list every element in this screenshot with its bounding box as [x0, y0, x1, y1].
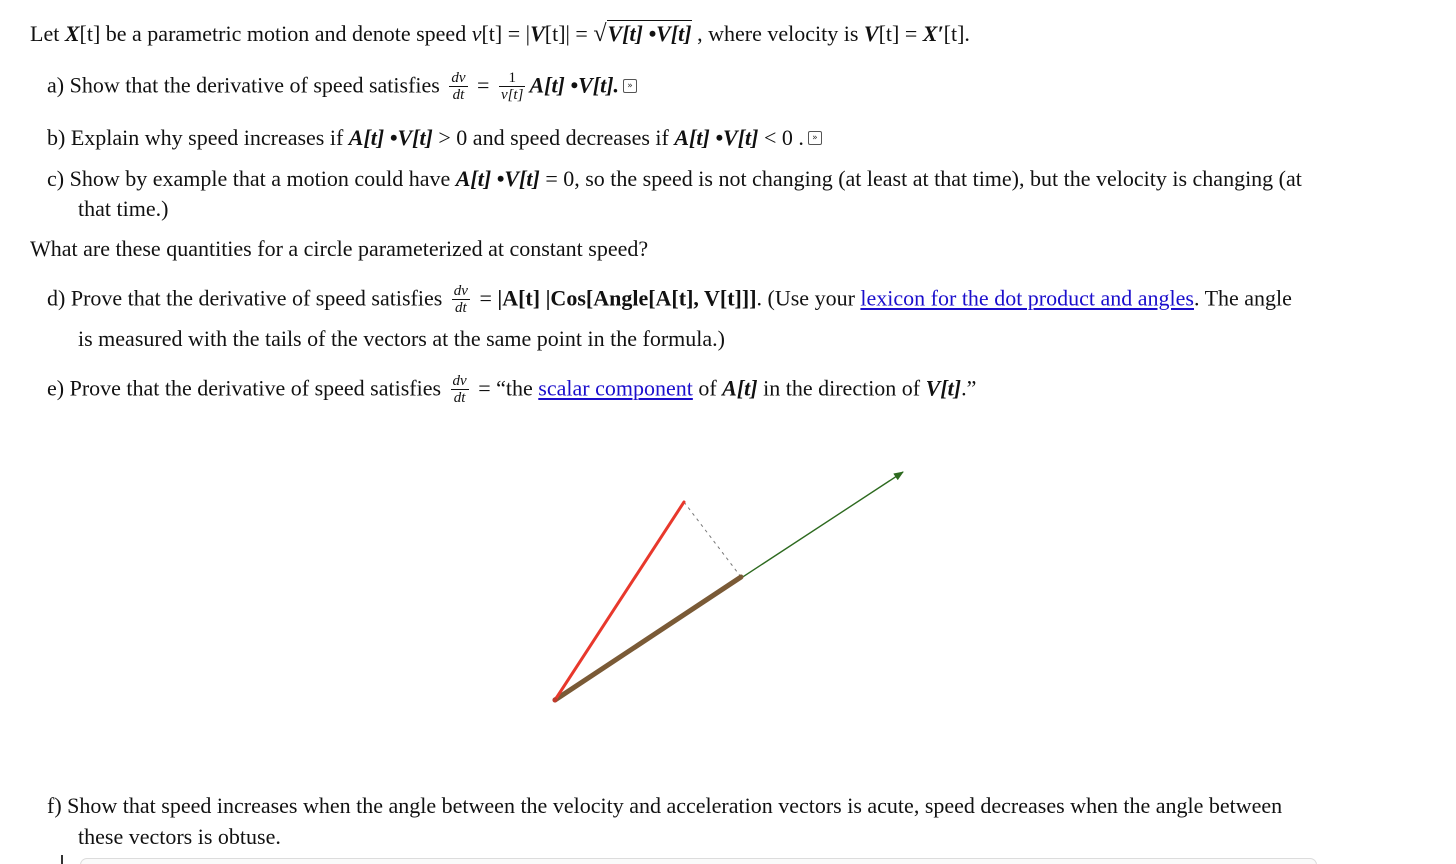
part-f-text-2: these vectors is obtuse.	[78, 824, 281, 849]
acceleration-vector	[555, 502, 684, 700]
position-derivative-arg: [t]	[943, 21, 965, 46]
part-c-text-1: Show by example that a motion could have	[69, 166, 456, 191]
speed-arg: [t]	[481, 21, 503, 46]
speed-symbol: v	[471, 21, 482, 46]
part-b-label: b)	[47, 125, 66, 150]
dv-dt-fraction: $\frac{dv}{dt}$	[452, 373, 467, 406]
one-over-v-fraction: $\frac{1}{v[t]}$	[500, 70, 524, 103]
part-e	[47, 374, 976, 407]
position-derivative-symbol: X′	[922, 21, 944, 46]
velocity-symbol-2: V	[863, 21, 879, 46]
part-c-label: c)	[47, 166, 65, 191]
equals-3: =	[899, 21, 923, 46]
part-d-equals: =	[473, 285, 498, 311]
projection-segment	[555, 577, 741, 700]
part-e-expression-2: V[t]	[925, 375, 962, 401]
part-b	[47, 125, 822, 151]
part-a	[47, 71, 637, 104]
part-e-text-3: of	[692, 375, 723, 401]
sqrt-radicand: V[t] •V[t]	[607, 21, 692, 46]
part-f	[47, 793, 1282, 819]
part-e-label: e)	[47, 375, 65, 401]
part-c-continuation	[78, 196, 168, 222]
velocity-vector	[555, 472, 903, 700]
sqrt-sign: √	[593, 21, 607, 47]
cell-bracket[interactable]	[61, 855, 63, 864]
abs-open: |	[525, 21, 531, 46]
part-f-continuation	[78, 824, 281, 850]
intro-end: .	[964, 21, 970, 46]
part-e-text-4: in the direction of	[757, 375, 926, 401]
scalar-component-link[interactable]: scalar component	[538, 375, 693, 401]
intro-line	[30, 20, 970, 47]
part-d-label: d)	[47, 285, 66, 311]
equals-1: =	[502, 21, 526, 46]
dv-dt-fraction: $\frac{dv}{dt}$	[451, 70, 466, 103]
position-arg: [t]	[79, 21, 101, 46]
part-c-text-3: that time.)	[78, 196, 169, 221]
part-b-text-3: < 0 .	[758, 125, 804, 150]
part-e-expression-1: A[t]	[722, 375, 758, 401]
part-a-label: a)	[47, 72, 65, 98]
part-d-text-3: . (Use your	[756, 285, 861, 311]
part-a-expression: A[t] •V[t].	[529, 72, 620, 98]
part-d-text-1: Prove that the derivative of speed satisfies	[70, 285, 443, 311]
part-d-text-4: . The angle	[1193, 285, 1292, 311]
part-b-expression-2: A[t] •V[t]	[674, 125, 759, 150]
part-d	[47, 284, 1292, 317]
abs-close: |	[565, 21, 570, 46]
part-d-continuation	[78, 326, 725, 352]
part-e-text-1: Prove that the derivative of speed satisfies	[69, 375, 442, 401]
equals-2: =	[569, 21, 594, 46]
dv-dt-fraction: $\frac{dv}{dt}$	[453, 283, 468, 316]
velocity-arg-2: [t]	[878, 21, 900, 46]
part-a-equals: =	[477, 72, 490, 98]
part-b-text-1: Explain why speed increases if	[70, 125, 349, 150]
part-c	[47, 166, 1302, 192]
part-e-text-2: = “the	[472, 375, 539, 401]
part-d-text-5: is measured with the tails of the vectors at the same point in the formula.)	[78, 326, 725, 351]
part-e-text-5: .”	[961, 375, 977, 401]
circle-question: What are these quantities for a circle parameterized at constant speed?	[30, 236, 649, 261]
part-b-expression-1: A[t] •V[t]	[348, 125, 433, 150]
part-f-label: f)	[47, 793, 62, 818]
vector-tail-point	[553, 698, 558, 703]
part-b-text-2: > 0 and speed decreases if	[432, 125, 675, 150]
part-c-text-2: = 0, so the speed is not changing (at least at that time), but the velocity is changing (at	[539, 166, 1302, 191]
intro-text-1: be a parametric motion and denote speed	[100, 21, 472, 46]
projection-dashed-line	[684, 502, 741, 577]
part-c-expression: A[t] •V[t]	[455, 166, 540, 191]
velocity-arg: [t]	[544, 21, 566, 46]
part-a-text: Show that the derivative of speed satisfies	[69, 72, 440, 98]
expand-icon[interactable]: »	[623, 79, 637, 93]
expand-icon[interactable]: »	[808, 131, 822, 145]
lexicon-dot-product-link[interactable]: lexicon for the dot product and angles	[860, 285, 1194, 311]
part-d-expression: |A[t] |Cos[Angle[A[t], V[t]]]	[497, 285, 757, 311]
velocity-symbol: V	[530, 21, 545, 46]
position-symbol: X	[64, 21, 80, 46]
intro-lead: Let	[30, 21, 65, 46]
answer-input-cell[interactable]	[80, 858, 1317, 864]
part-f-text-1: Show that speed increases when the angle between the velocity and acceleration vectors is acute, speed decreases when the angle between	[67, 793, 1283, 818]
intro-text-2: , where velocity is	[691, 21, 864, 46]
